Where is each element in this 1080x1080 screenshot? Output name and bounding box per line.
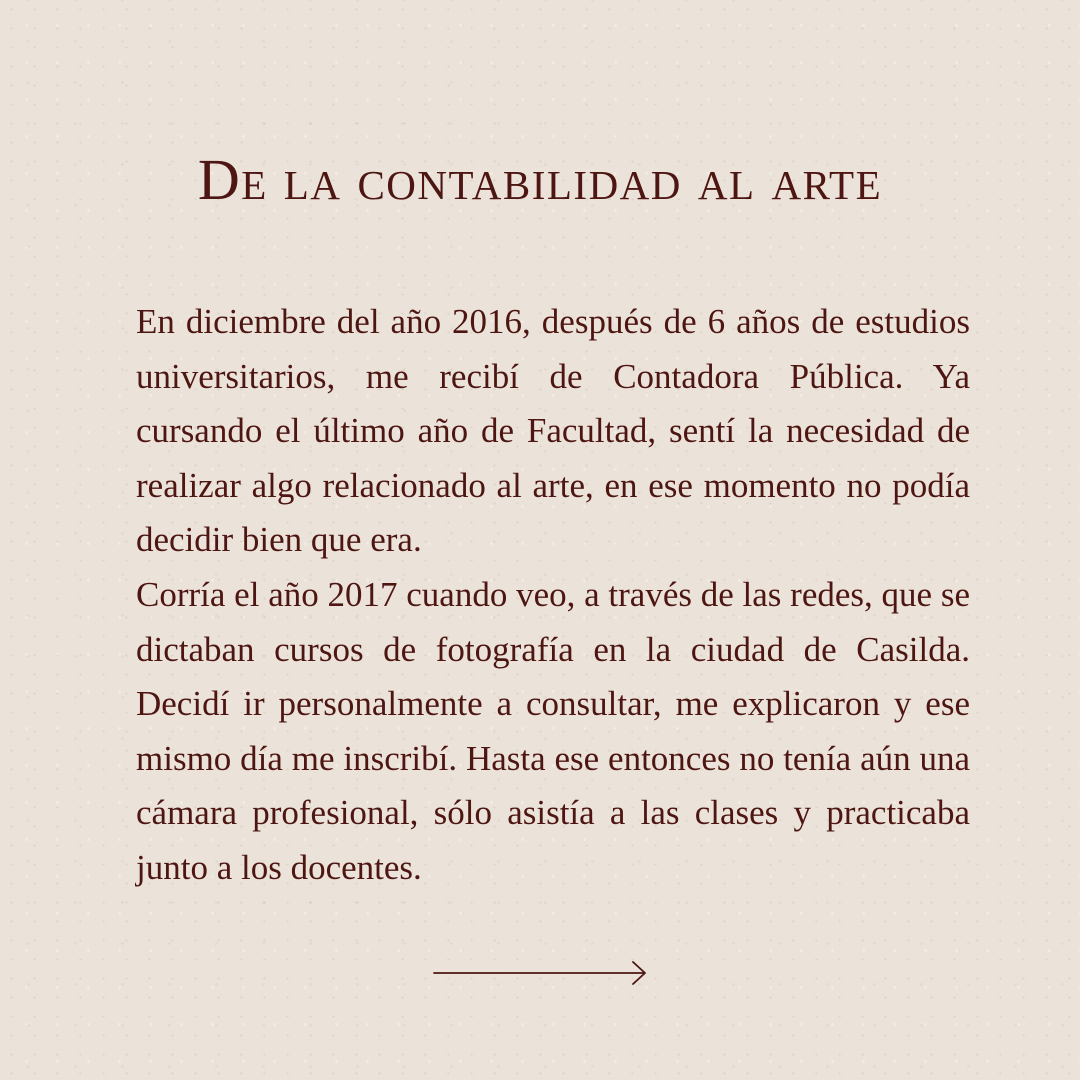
next-arrow-button[interactable]: [432, 956, 650, 990]
paragraph-2: Corría el año 2017 cuando veo, a través de las redes, que se dictaban cursos de fotografía en la ciudad de Casilda. Decidí ir personalmente a consultar, me explicaron y ese mismo día me inscribí. Hasta ese entonces no tenía aún una cámara profesional, sólo asistía a las clases y practicaba junto a los docentes.: [136, 574, 970, 887]
paragraph-1: En diciembre del año 2016, después de 6 años de estudios universitarios, me recibí de Contadora Pública. Ya cursando el último año de Facultad, sentí la necesidad de realizar algo relacionado al arte, en ese momento no podía decidir bien que era.: [136, 302, 970, 560]
page-title: De la contabilidad al arte: [197, 147, 883, 212]
arrow-right-icon: [432, 956, 650, 990]
body-text: [136, 295, 970, 896]
